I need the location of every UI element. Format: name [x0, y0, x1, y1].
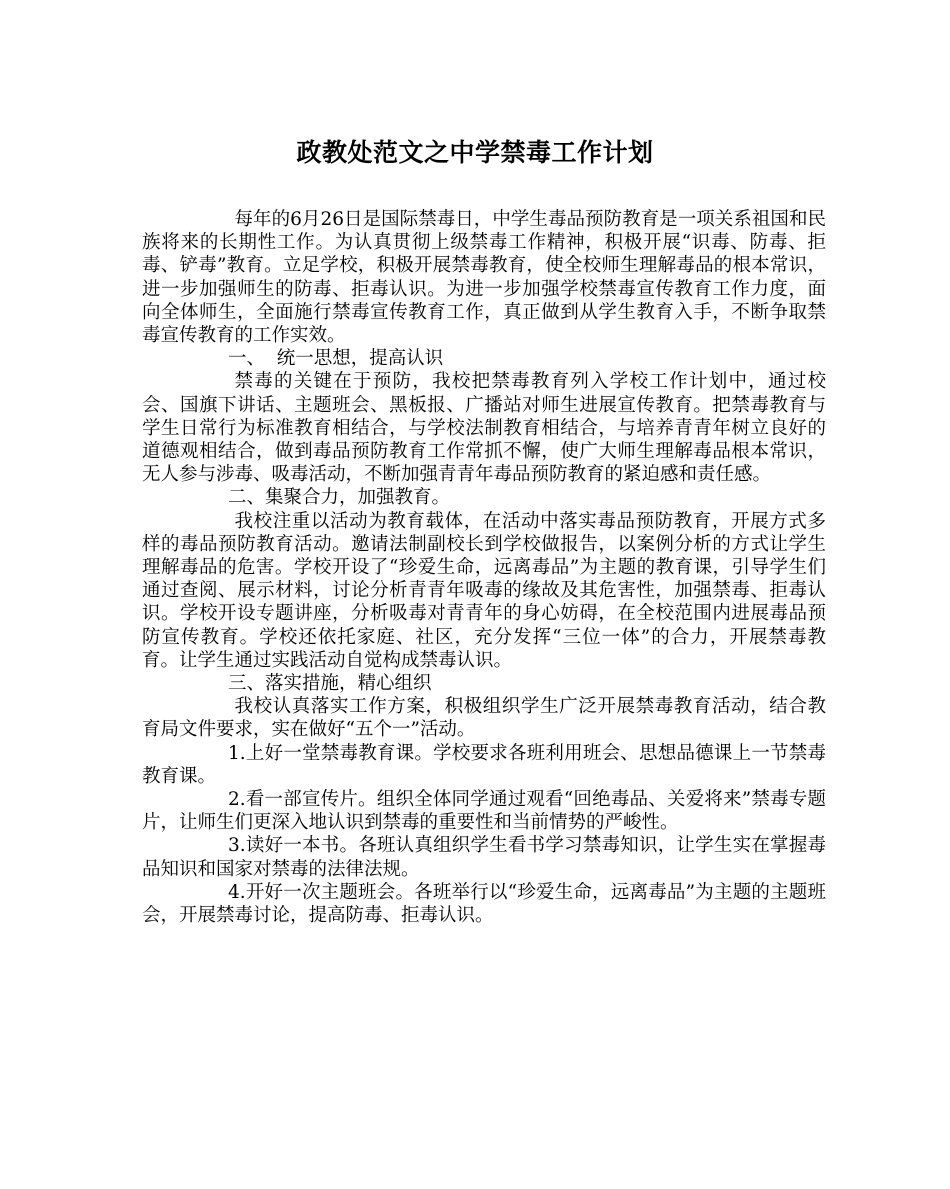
- list-item-4: 4.开好一次主题班会。各班举行以“珍爱生命，远离毒品”为主题的主题班会，开展禁毒讨论，提高防毒、拒毒认识。: [142, 881, 826, 927]
- section-paragraph-3: 我校认真落实工作方案，积极组织学生广泛开展禁毒教育活动，结合教育局文件要求，实在做好“五个一”活动。: [142, 696, 826, 741]
- section-heading-2: 二、集聚合力，加强教育。: [228, 487, 451, 509]
- section-paragraph-2: 我校注重以活动为教育载体，在活动中落实毒品预防教育，开展方式多样的毒品预防教育活动。邀请法制副校长到学校做报告，以案例分析的方式让学生理解毒品的危害。学校开设了“珍爱生命，远离毒品”为主题的教育课，引导学生们通过查阅、展示材料，讨论分析青青年吸毒的缘故及其危害性，加强禁毒、拒毒认识。学校开设专题讲座，分析吸毒对青青年的身心妨碍，在全校范围内进展毒品预防宣传教育。学校还依托家庭、社区，充分发挥“三位一体”的合力，开展禁毒教育。让学生通过实践活动自觉构成禁毒认识。: [142, 510, 826, 671]
- list-item-1: 1.上好一堂禁毒教育课。学校要求各班利用班会、思想品德课上一节禁毒教育课。: [142, 742, 826, 787]
- section-heading-3: 三、落实措施，精心组织: [228, 673, 432, 695]
- section-paragraph-1: 禁毒的关键在于预防，我校把禁毒教育列入学校工作计划中，通过校会、国旗下讲话、主题班会、黑板报、广播站对师生进展宣传教育。把禁毒教育与学生日常行为标准教育相结合，与学校法制教育相结合，与培养青青年树立良好的道德观相结合，做到毒品预防教育工作常抓不懈，使广大师生理解毒品根本常识，无人参与涉毒、吸毒活动，不断加强青青年毒品预防教育的紧迫感和责任感。: [142, 371, 826, 486]
- intro-paragraph: 每年的6月26日是国际禁毒日，中学生毒品预防教育是一项关系祖国和民族将来的长期性工作。为认真贯彻上级禁毒工作精神，积极开展“识毒、防毒、拒毒、铲毒”教育。立足学校，积极开展禁毒教育，使全校师生理解毒品的根本常识，进一步加强师生的防毒、拒毒认识。为进一步加强学校禁毒宣传教育工作力度，面向全体师生，全面施行禁毒宣传教育工作，真正做到从学生教育入手，不断争取禁毒宣传教育的工作实效。: [142, 209, 826, 347]
- section-heading-1: 一、 统一思想，提高认识: [228, 348, 444, 370]
- list-item-2: 2.看一部宣传片。组织全体同学通过观看“回绝毒品、关爱将来”禁毒专题片，让师生们更深入地认识到禁毒的重要性和当前情势的严峻性。: [142, 789, 826, 834]
- document-title: 政教处范文之中学禁毒工作计划: [296, 138, 654, 167]
- list-item-3: 3.读好一本书。各班认真组织学生看书学习禁毒知识，让学生实在掌握毒品知识和国家对禁毒的法律法规。: [142, 835, 826, 880]
- document-body: [142, 208, 826, 927]
